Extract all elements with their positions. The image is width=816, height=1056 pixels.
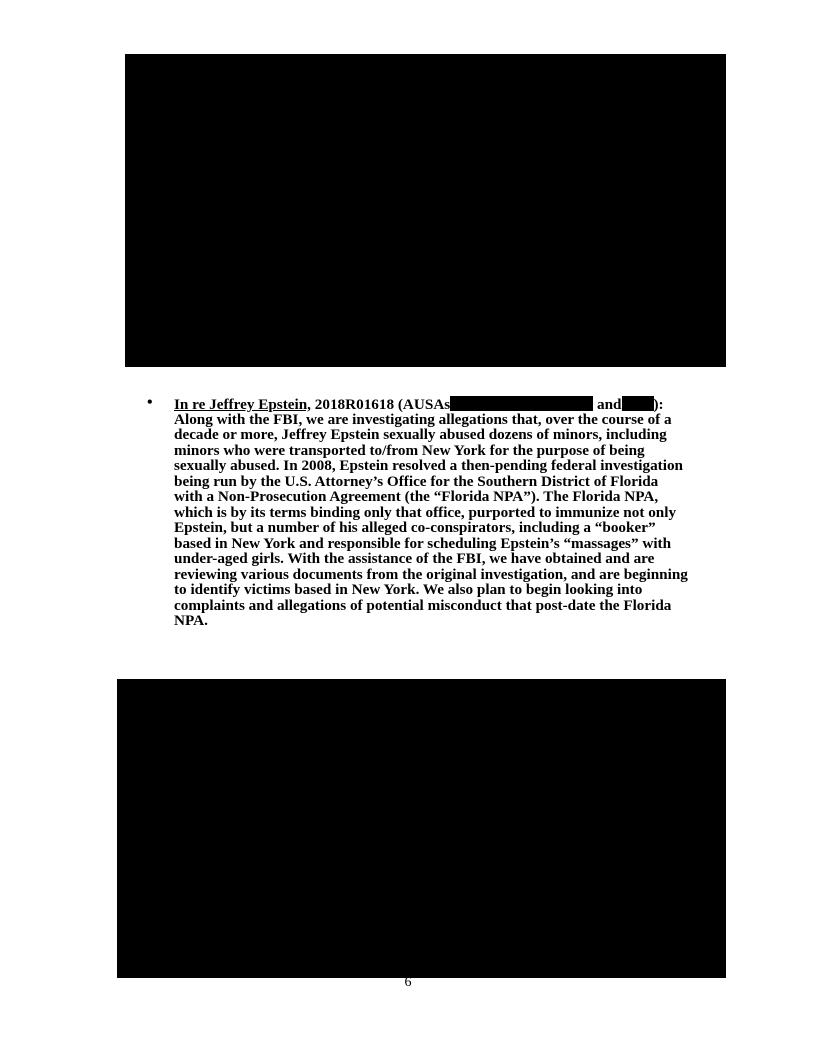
redacted-ausa-name-2: [622, 396, 654, 411]
body-line: Along with the FBI, we are investigating allegations that, over the course of a: [174, 410, 672, 428]
case-entry: [174, 396, 734, 629]
body-line: which is by its terms binding only that office, purported to immunize not only: [174, 503, 677, 521]
case-number: 2018R01618 (AUSAs: [310, 396, 451, 413]
and-text: and: [593, 396, 622, 413]
body-line: under-aged girls. With the assistance of the FBI, we have obtained and are: [174, 550, 655, 567]
body-line: with a Non-Prosecution Agreement (the “Florida NPA”). The Florida NPA,: [174, 488, 659, 505]
body-line: sexually abused. In 2008, Epstein resolved a then-pending federal investigation: [174, 457, 683, 474]
case-name: In re Jeffrey Epstein,: [174, 396, 311, 413]
body-line: being run by the U.S. Attorney’s Office for the Southern District of Florida: [174, 472, 659, 490]
redacted-ausa-name-1: [450, 396, 593, 411]
redaction-block-bottom: [117, 679, 726, 978]
entry-heading-line: [174, 396, 734, 412]
body-line: minors who were transported to/from New York for the purpose of being: [174, 441, 645, 459]
redaction-block-top: [125, 54, 726, 367]
bullet-marker: •: [147, 394, 153, 411]
body-line: to identify victims based in New York. We also plan to begin looking into: [174, 581, 643, 598]
page-number: 6: [404, 975, 412, 990]
body-line: Epstein, but a number of his alleged co-conspirators, including a “booker”: [174, 519, 656, 536]
body-line: based in New York and responsible for scheduling Epstein’s “massages” with: [174, 534, 672, 552]
body-line: complaints and allegations of potential misconduct that post-date the Florida: [174, 596, 672, 614]
body-line: NPA.: [174, 612, 208, 629]
body-line: reviewing various documents from the original investigation, and are beginning: [174, 565, 688, 583]
body-line: decade or more, Jeffrey Epstein sexually abused dozens of minors, including: [174, 426, 667, 443]
heading-close-text: ):: [653, 396, 664, 413]
